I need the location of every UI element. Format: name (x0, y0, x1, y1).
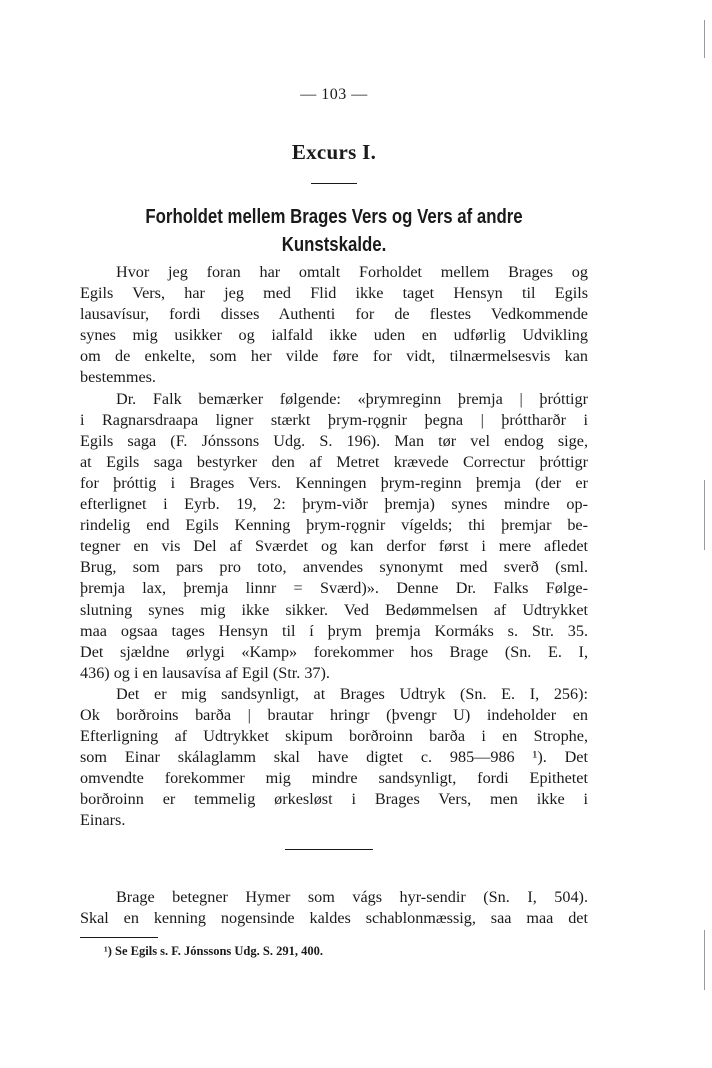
footnote: ¹) Se Egils s. F. Jónssons Udg. S. 291, 400. (104, 944, 323, 958)
main-text (80, 262, 588, 832)
text-line: Dr. Falk bemærker følgende: «þrymreginn þremja | þróttigr (116, 389, 588, 408)
text-line: Det er mig sandsynligt, at Brages Udtryk (Sn. E. I, 256): (116, 684, 588, 703)
text-line: at Egils saga bestyrker den af Metret krævede Correctur þróttigr (80, 452, 588, 471)
text-line: tegner en vis Del af Sværdet og kan derfor først i mere afledet (80, 537, 588, 556)
scan-edge-mark (704, 930, 705, 990)
text-line: synes mig usikker og ialfald ikke uden en udførlig Udvikling (80, 326, 588, 345)
text-line: lausavísur, fordi disses Authenti for de flestes Vedkommende (80, 305, 588, 324)
heading-divider (311, 183, 357, 184)
text-line: borðroinn er temmelig ørkesløst i Brages Vers, men ikke i (80, 790, 588, 809)
text-line: maa ogsaa tages Hensyn til í þrym þremja Kormáks s. Str. 35. (80, 621, 588, 640)
text-line: Efterligning af Udtrykket skipum borðroinn barða i en Strophe, (80, 727, 588, 746)
text-line: som Einar skálaglamm skal have digtet c. 985—986 ¹). Det (80, 748, 588, 767)
text-line: Det sjældne ørlygi «Kamp» forekommer hos Brage (Sn. E. I, (80, 642, 588, 661)
text-line: Egils Vers, har jeg med Flid ikke taget Hensyn til Egils (80, 284, 588, 303)
next-section-text (80, 887, 588, 929)
text-line: om de enkelte, som her vilde føre for vidt, tilnærmelsesvis kan (80, 347, 588, 366)
chapter-title-line-2: Kunstskalde. (281, 234, 387, 256)
text-line: Brug, som pars pro toto, anvendes synonymt med sverð (sml. (80, 558, 588, 577)
text-line: omvendte forekommer mig mindre sandsynligt, fordi Epithetet (80, 769, 588, 788)
text-line: Einars. (80, 811, 126, 830)
chapter-title (121, 203, 548, 259)
chapter-title-line-1: Forholdet mellem Brages Vers og Vers af andre (145, 206, 523, 228)
text-line: 436) og i en lausavísa af Egil (Str. 37). (80, 663, 330, 682)
text-line: i Ragnarsdraapa ligner stærkt þrym-rǫgnir þegna | þróttharðr i (80, 410, 588, 429)
scan-edge-mark (704, 480, 705, 550)
footnote-divider (80, 937, 158, 938)
page-number: — 103 — (300, 86, 368, 103)
text-line: rindelig end Egils Kenning þrym-rǫgnir vígelds; thi þremjar be- (80, 516, 588, 535)
scan-edge-mark (704, 20, 705, 58)
text-line: Brage betegner Hymer som vágs hyr-sendir (Sn. I, 504). (116, 888, 588, 906)
section-divider (285, 849, 373, 850)
text-line: Hvor jeg foran har omtalt Forholdet mellem Brages og (116, 263, 588, 281)
text-line: Ok borðroins barða | brautar hringr (þvengr U) indeholder en (80, 705, 588, 724)
text-line: Egils saga (F. Jónssons Udg. S. 196). Man tør vel endog sige, (80, 431, 588, 450)
text-line: for þróttig i Brages Vers. Kenningen þrym-reginn þremja (der er (80, 473, 588, 492)
text-line: bestemmes. (80, 368, 156, 387)
text-line: þremja lax, þremja linnr = Sværd)». Denne Dr. Falks Følge- (80, 579, 588, 598)
text-line: efterlignet i Eyrb. 19, 2: þrym-viðr þremja) synes mindre op- (80, 495, 588, 514)
excurs-heading: Excurs I. (291, 140, 377, 164)
text-line: Skal en kenning nogensinde kaldes schablonmæssig, saa maa det (80, 909, 588, 928)
text-line: slutning synes mig ikke sikker. Ved Bedømmelsen af Udtrykket (80, 600, 588, 619)
